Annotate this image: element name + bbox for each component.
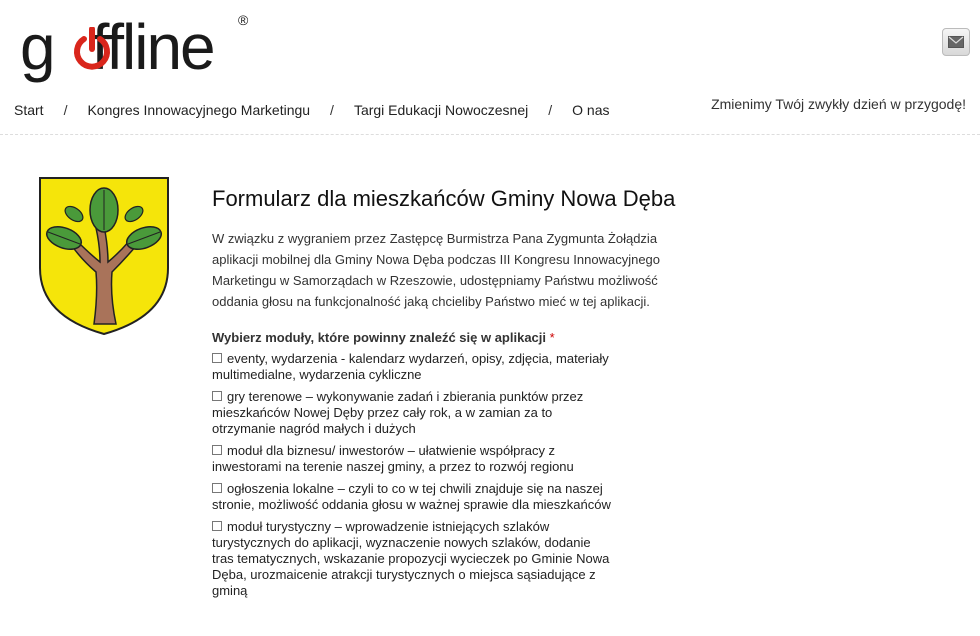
envelope-icon bbox=[948, 36, 964, 48]
resident-form bbox=[212, 186, 732, 605]
nav-separator: / bbox=[330, 102, 334, 118]
checkbox[interactable] bbox=[212, 353, 222, 363]
main-nav bbox=[14, 102, 610, 118]
logo-letter-g: g bbox=[20, 11, 54, 83]
nav-item-targi[interactable]: Targi Edukacji Nowoczesnej bbox=[353, 102, 529, 118]
question-label: Wybierz moduły, które powinny znaleźć się w aplikacji * bbox=[212, 330, 555, 345]
option-eventy[interactable] bbox=[212, 351, 612, 383]
nav-item-kongres[interactable]: Kongres Innowacyjnego Marketingu bbox=[87, 102, 311, 118]
checkbox[interactable] bbox=[212, 483, 222, 493]
form-title: Formularz dla mieszkańców Gminy Nowa Dęba bbox=[212, 186, 676, 211]
nav-item-start[interactable]: Start bbox=[14, 102, 44, 118]
coat-of-arms-image bbox=[38, 176, 170, 336]
option-turystyczny[interactable] bbox=[212, 519, 612, 599]
power-icon bbox=[72, 27, 112, 73]
form-intro: W związku z wygraniem przez Zastępcę Burmistrza Pana Zygmunta Żołądzia aplikacji mobilnej dla Gminy Nowa Dęba podczas III Kongresu Innowacyjnego Marketingu w Samorządach w Rzeszowie, udostępniamy Państwu możliwość oddania głosu na funkcjonalność jaką chcieliby Państwo mieć w tej aplikacji. bbox=[212, 231, 661, 309]
option-label: moduł turystyczny – wprowadzenie istniejących szlaków turystycznych do aplikacji, wyznaczenie nowych szlaków, dodanie tras tematycznych, wskazanie propozycji wycieczek po Gminie Nowa Dęba, urozmaicenie atrakcji turystycznych o miejsca sąsiadujące z gminą bbox=[212, 519, 610, 598]
header-tagline: Zmienimy Twój zwykły dzień w przygodę! bbox=[711, 96, 966, 112]
option-label: moduł dla biznesu/ inwestorów – ułatwienie współpracy z inwestorami na terenie naszej gminy, a przez to rozwój regionu bbox=[212, 443, 574, 474]
required-mark: * bbox=[549, 330, 555, 345]
logo-letters-ffline: ffline bbox=[91, 11, 214, 83]
checkbox[interactable] bbox=[212, 391, 222, 401]
mail-button[interactable] bbox=[942, 28, 970, 56]
option-ogloszenia[interactable] bbox=[212, 481, 612, 513]
module-options bbox=[212, 351, 612, 599]
nav-separator: / bbox=[548, 102, 553, 118]
checkbox[interactable] bbox=[212, 521, 222, 531]
nav-separator: / bbox=[63, 102, 68, 118]
header-divider bbox=[0, 134, 980, 135]
goffline-logo[interactable] bbox=[20, 12, 260, 82]
option-modul-biznes[interactable] bbox=[212, 443, 612, 475]
checkbox[interactable] bbox=[212, 445, 222, 455]
option-gry-terenowe[interactable] bbox=[212, 389, 612, 437]
option-label: eventy, wydarzenia - kalendarz wydarzeń, opisy, zdjęcia, materiały multimedialne, wydarzenia cykliczne bbox=[212, 351, 609, 382]
option-label: gry terenowe – wykonywanie zadań i zbierania punktów przez mieszkańców Nowej Dęby przez cały rok, a w zamian za to otrzymanie nagród małych i dużych bbox=[212, 389, 584, 436]
option-label: ogłoszenia lokalne – czyli to co w tej chwili znajduje się na naszej stronie, możliwość oddania głosu w ważnej sprawie dla mieszkańców bbox=[212, 481, 611, 512]
nav-item-o-nas[interactable]: O nas bbox=[572, 102, 610, 118]
registered-mark: ® bbox=[238, 12, 249, 28]
